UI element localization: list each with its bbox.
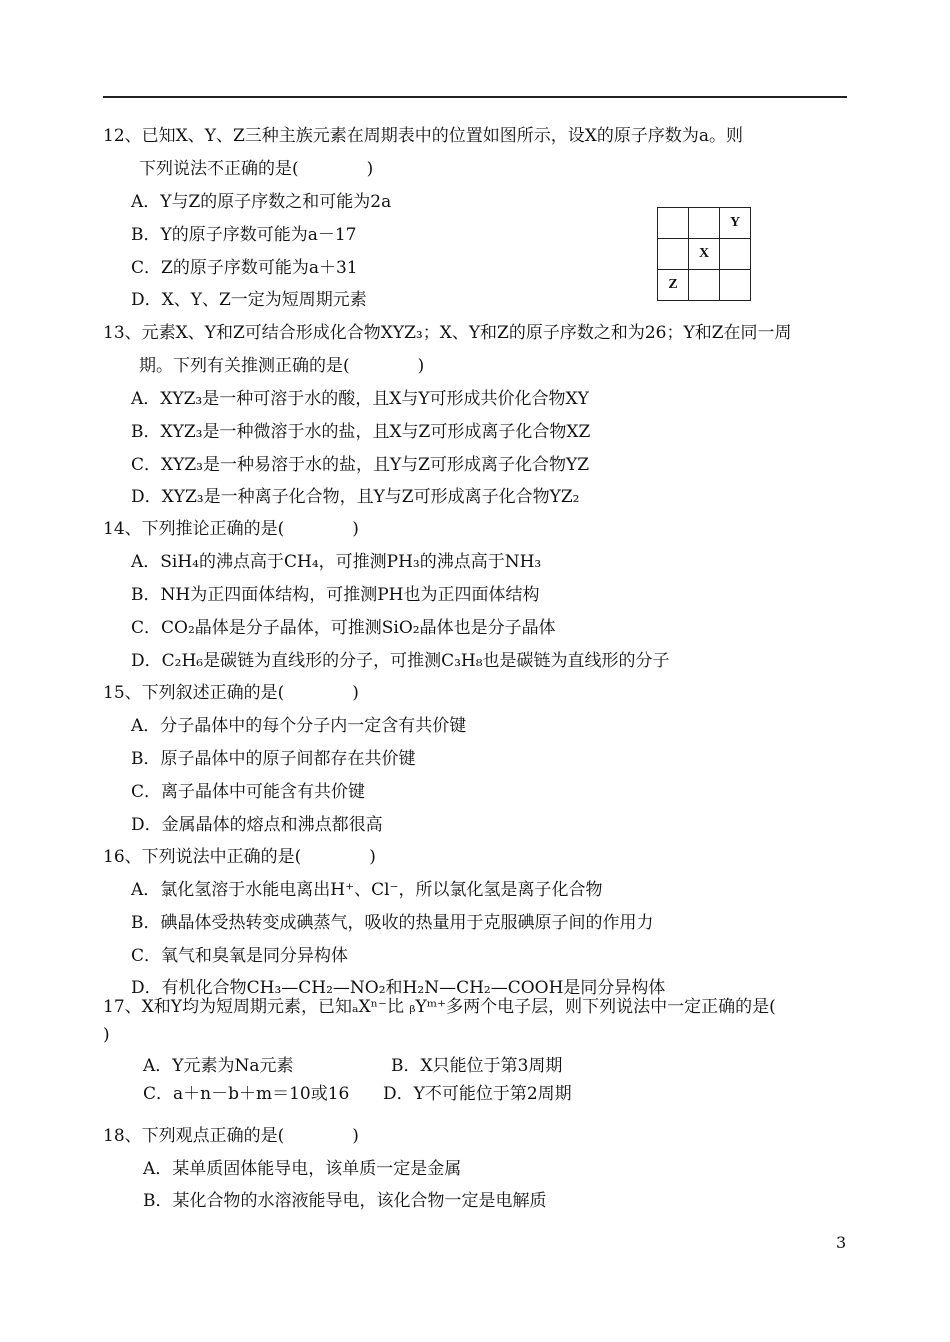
q12-stem-line2: 下列说法不正确的是( ): [139, 159, 374, 179]
q16-stem: 16、下列说法中正确的是( ): [103, 847, 376, 867]
q18-option-b: B．某化合物的水溶液能导电，该化合物一定是电解质: [143, 1191, 547, 1211]
q16-option-a: A．氯化氢溶于水能电离出H⁺、Cl⁻，所以氯化氢是离子化合物: [131, 880, 603, 900]
q13-option-d: D．XYZ₃是一种离子化合物，且Y与Z可形成离子化合物YZ₂: [131, 487, 580, 507]
q17-option-d: D．Y不可能位于第2周期: [383, 1084, 572, 1104]
q15-option-b: B．原子晶体中的原子间都存在共价键: [131, 749, 416, 769]
grid-cell-z: Z: [658, 270, 689, 301]
grid-cell-x: X: [689, 239, 720, 270]
grid-cell-y: Y: [720, 208, 751, 239]
q14-stem: 14、下列推论正确的是( ): [103, 519, 359, 539]
q16-option-d: D．有机化合物CH₃—CH₂—NO₂和H₂N—CH₂—COOH是同分异构体: [131, 978, 666, 998]
periodic-table-grid: [657, 207, 751, 301]
q17-stem-line2: ): [103, 1025, 110, 1045]
q14-option-b: B．NH为正四面体结构，可推测PH也为正四面体结构: [131, 585, 540, 605]
q17-stem-line1: 17、X和Y均为短周期元素，已知ₐXⁿ⁻比 ᵦYᵐ⁺多两个电子层，则下列说法中一定正确的是(: [103, 997, 776, 1017]
q13-option-b: B．XYZ₃是一种微溶于水的盐，且X与Z可形成离子化合物XZ: [131, 422, 591, 442]
header-rule: [103, 96, 847, 98]
q14-option-a: A．SiH₄的沸点高于CH₄，可推测PH₃的沸点高于NH₃: [131, 552, 542, 572]
q12-option-d: D．X、Y、Z一定为短周期元素: [131, 290, 367, 310]
grid-cell: [689, 208, 720, 239]
q12-option-b: B．Y的原子序数可能为a－17: [131, 225, 357, 245]
q17-option-a: A．Y元素为Na元素: [143, 1056, 294, 1076]
q12-option-a: A．Y与Z的原子序数之和可能为2a: [131, 192, 392, 212]
q12-option-c: C．Z的原子序数可能为a＋31: [131, 258, 358, 278]
page-number: 3: [836, 1233, 847, 1252]
q18-option-a: A．某单质固体能导电，该单质一定是金属: [143, 1159, 462, 1179]
grid-cell: [689, 270, 720, 301]
grid-cell: [720, 270, 751, 301]
q15-option-a: A．分子晶体中的每个分子内一定含有共价键: [131, 716, 467, 736]
q13-stem-line1: 13、元素X、Y和Z可结合形成化合物XYZ₃；X、Y和Z的原子序数之和为26；Y和Z在同一周: [103, 323, 792, 343]
grid-cell: [658, 208, 689, 239]
q15-option-c: C．离子晶体中可能含有共价键: [131, 782, 366, 802]
q13-option-a: A．XYZ₃是一种可溶于水的酸，且X与Y可形成共价化合物XY: [131, 389, 589, 409]
q18-stem: 18、下列观点正确的是( ): [103, 1126, 359, 1146]
q12-stem-line1: 12、已知X、Y、Z三种主族元素在周期表中的位置如图所示，设X的原子序数为a。则: [103, 126, 744, 146]
q16-option-b: B．碘晶体受热转变成碘蒸气，吸收的热量用于克服碘原子间的作用力: [131, 913, 654, 933]
q17-option-c: C．a＋n－b＋m＝10或16: [143, 1084, 350, 1104]
q13-stem-line2: 期。下列有关推测正确的是( ): [139, 356, 425, 376]
q15-stem: 15、下列叙述正确的是( ): [103, 683, 359, 703]
q14-option-d: D．C₂H₆是碳链为直线形的分子，可推测C₃H₈也是碳链为直线形的分子: [131, 651, 670, 671]
grid-cell: [658, 239, 689, 270]
q13-option-c: C．XYZ₃是一种易溶于水的盐，且Y与Z可形成离子化合物YZ: [131, 455, 590, 475]
grid-cell: [720, 239, 751, 270]
q15-option-d: D．金属晶体的熔点和沸点都很高: [131, 815, 383, 835]
q14-option-c: C．CO₂晶体是分子晶体，可推测SiO₂晶体也是分子晶体: [131, 618, 556, 638]
q16-option-c: C．氧气和臭氧是同分异构体: [131, 946, 349, 966]
q17-option-b: B．X只能位于第3周期: [391, 1056, 563, 1076]
